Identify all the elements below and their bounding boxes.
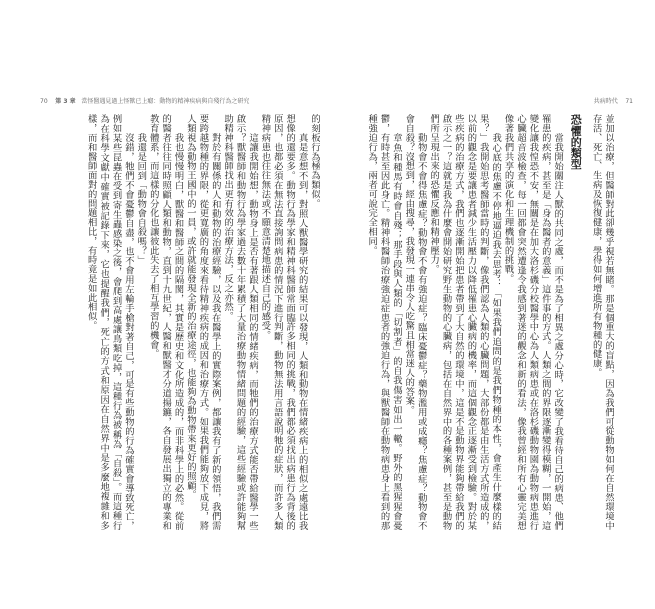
- paragraph: 沒錯，牠們不會憂鬱自盡，也不會用左輪手槍對著自己，可是有些動物的行為確實會導致死亡，例如某些昆蟲在受到寄生蟲感染之後，會爬到高處讓鳥類吃掉，這種行為被稱為「自殺」。而這種行為在科學文獻中確實被記錄下來，它也提醒我們，死亡的方式和原因在自然界中是多麼地複雜和多樣，而和醫師面對的問題相比，有時竟是如此相似。: [85, 114, 134, 530]
- paragraph: 真是意想不到，對照人獸醫學研究的結果可以發現，人類和動物在情緒疾病上的相似之處遠比我想像的還要多。動物行為學家和精神科醫師常面臨許多相同的挑戰，我們都必須找出病患行為背後的原因，也都必須在無法直接詢問病患的情況下進行判斷，動物無法用言語說明牠的症狀，而許多人類精神病患也往往無法或不願意清楚地描述自己的感受。: [259, 114, 308, 530]
- book-title: 共病時代: [593, 98, 618, 105]
- left-page: [40, 114, 320, 530]
- paragraph: 動物會不會得焦慮症？動物會不會有強迫症？臨床憂鬱症？藥物濫用或成癮？焦慮症？動物會不會自殺？沒想到，經由搜尋，我發現一連串令人吃驚且相當迷人的答案。: [403, 114, 427, 530]
- paragraph: 我也慢慢明白，獸醫和醫師之間的隔閡，其實是歷史和文化所造成的，而非科學上的必然。從前的醫者往往同時照顧人類和動物，直到十九世紀，人醫和獸醫才分道揚鑣，各自發展出獨立的專業和教育體系，而這樣的分化也讓彼此失去了相互學習的機會。: [147, 114, 184, 530]
- chapter-title: 當怪醫遇見過上怪獸已上癮：動物的精神疾病與自殘行為之研究: [81, 98, 250, 105]
- left-page-number: 70: [40, 98, 48, 105]
- right-page-body: [338, 114, 614, 530]
- left-page-body: [40, 114, 320, 530]
- paragraph: 對於有關係的人和動物的治療經驗，以及我在醫學上的實際案例，都讓我有了新的領悟，我們需要跨越物種的界限，從更寬廣的角度來看待精神疾病的成因和治療方式。如果我們能夠放下成見，將人類視為動物王國中的一員，或許就能發現全新的治療途徑，也能夠為動物帶來更好的照顧。: [184, 114, 221, 530]
- paragraph: 章魚和種馬有時會自殘；那手段與人類的「切割者」的自我傷害如出一轍。野外的黑猩猩會憂鬱，有時甚至因此身亡。精神科醫師治療強迫症患者的強迫行為，與獸醫師在動物病患身上看到的那種強迫行為，兩者可說完全相同。: [366, 114, 402, 530]
- left-page-header: [40, 96, 249, 105]
- paragraph: 我心底的焦慮不停地逼迫我去思考：「如果我們追問的是我們物種的本性，會產生什麼樣的結果？」我開始思考醫師當時的判斷，像我們認為人類的心臟問題，大部份都是由生活方式所造成的，以前的觀念是要讓患者減少生活壓力以降低罹患心臟病的機率，而這個觀念正逐漸受到檢驗。對於某些疾病的治療方式，我們也逐漸開始把患者帶到了大自然的環境中，這是不是動物界能夠帶給我們的啟示之一？這就是我為什麼會開始研究野生動物的心臟病，包括在自然界中的各種案例，甚至是動物們所呈現出來的恐懼反應和精神壓力。: [428, 114, 502, 530]
- right-page-header: [594, 96, 633, 105]
- right-page-number: 71: [625, 98, 633, 105]
- paragraph: 當我開始關注人獸的共同之處，而不是為了相異之處分心時，它改變了我看待自己的病患、他們罹患的疾病，甚至是「身為醫者的意義」這件事的方式。人類之間的界限逐漸變得模糊，一開始，這變化讓我惶恐不安，無關是在加大洛杉磯分校醫學中心為人類病患或在洛杉磯動物園為動物病患進行心臟超音波檢查，每一回都會突然遭逢令我感到著迷的觀念和新的看法，像我曾經和所有心靈完美想像著我們共享的演化和生理機制的挑戰。: [502, 114, 564, 530]
- section-heading: 恐懼的類型: [569, 114, 583, 170]
- paragraph: 的刻板行為極為類似。: [309, 114, 320, 208]
- lead-paragraph: 並加以治療，但醫師對此卻幾乎視若無睹。那是個重大的盲點，因為我們可從動物如何在自然環境中存活、死亡、生病及恢復健康，學得如何增進所有物種的健康。: [590, 114, 614, 530]
- chapter-label: 第 3 章: [55, 98, 76, 105]
- paragraph: 這讓我開始想，動物身上是否有著跟人類相同的情緒疾病，而牠們的治療方式能否帶給醫學一些啟示？獸醫師和動物行為學家過去數十年累積了大量治療動物情緒問題的經驗，這些經驗或許能夠幫助精神科醫師找出更有效的治療方法，反之亦然。: [222, 114, 258, 530]
- right-page: [338, 114, 614, 530]
- paragraph: 我還是回到「動物會自殺嗎？」: [135, 132, 147, 265]
